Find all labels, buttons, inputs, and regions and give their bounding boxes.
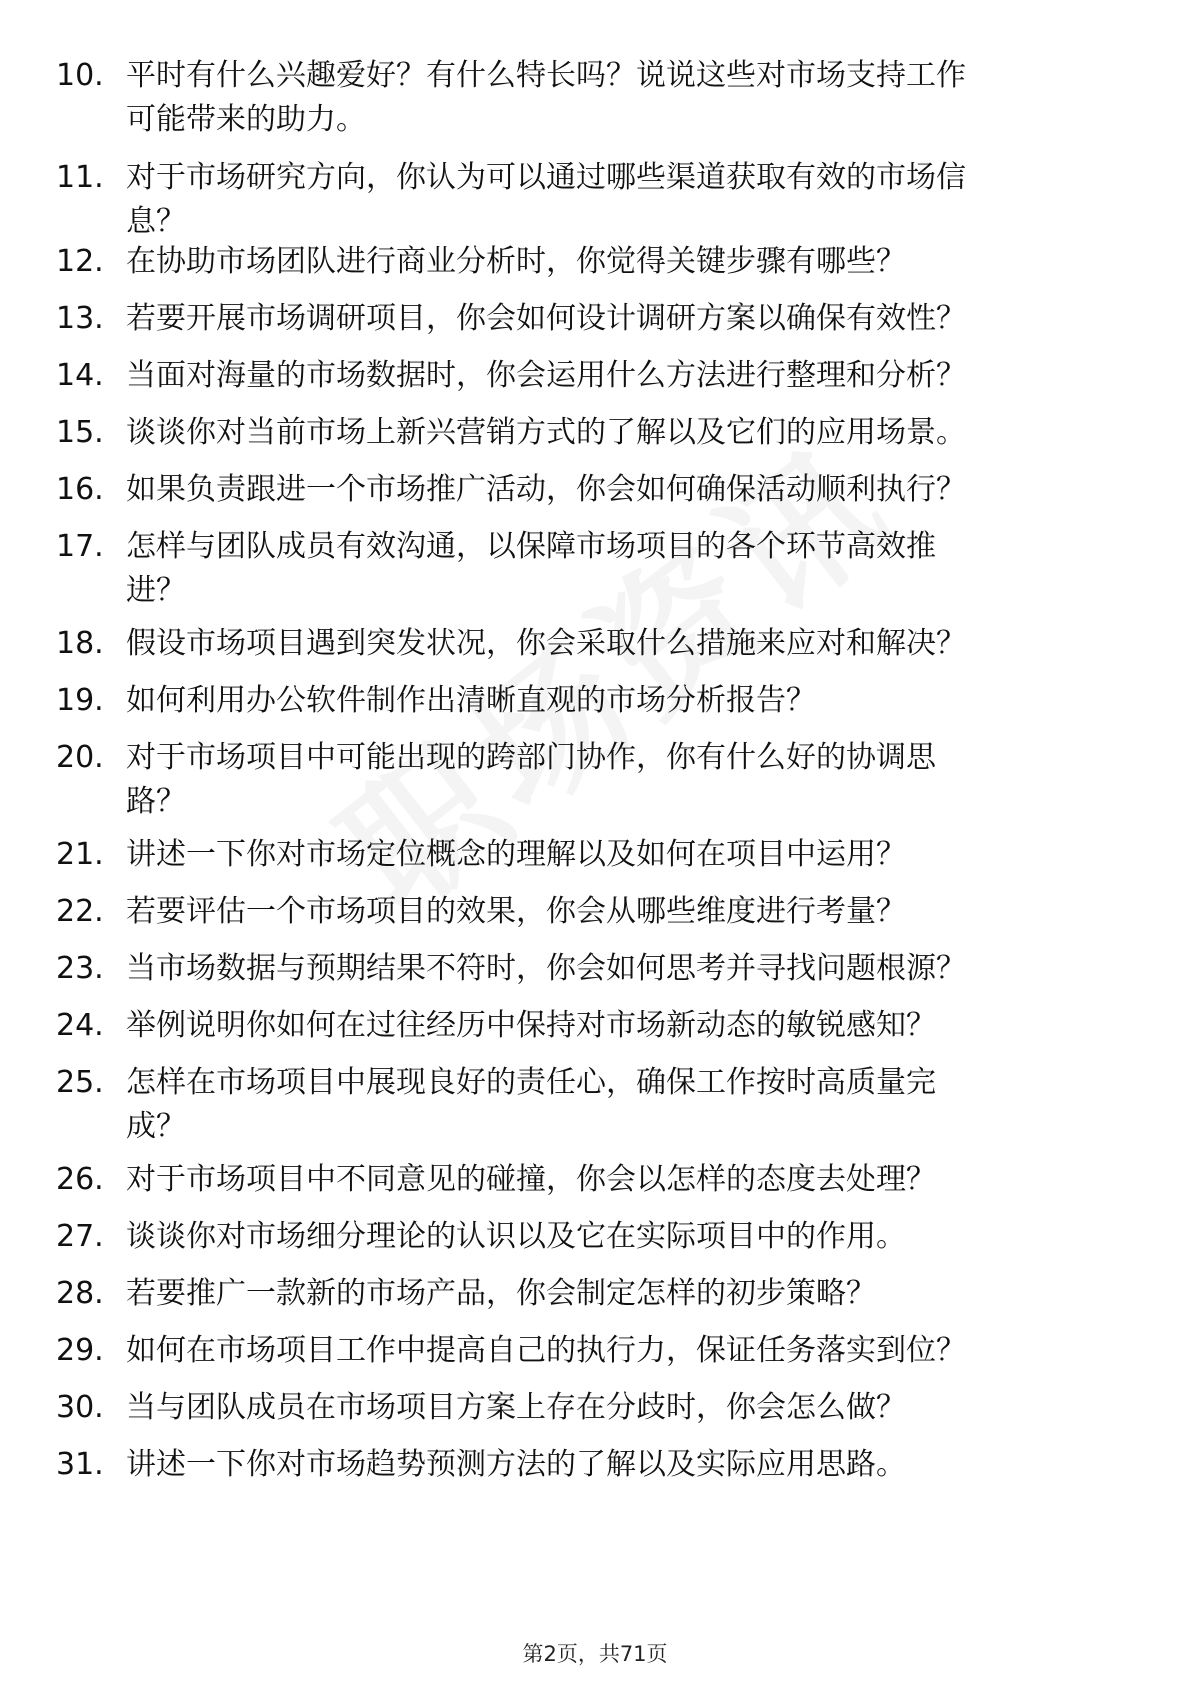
- question-text: [126, 468, 1126, 512]
- question-number: 17.: [56, 529, 104, 564]
- question-text: [126, 1215, 1126, 1259]
- question-number: 27.: [56, 1219, 104, 1254]
- question-line: 当面对海量的市场数据时，你会运用什么方法进行整理和分析？: [126, 358, 966, 393]
- question-number: 30.: [56, 1390, 104, 1425]
- question-number: 29.: [56, 1333, 104, 1368]
- question-line: 讲述一下你对市场定位概念的理解以及如何在项目中运用？: [126, 837, 906, 872]
- question-number: 28.: [56, 1276, 104, 1311]
- question-line: 如果负责跟进一个市场推广活动，你会如何确保活动顺利执行？: [126, 472, 966, 507]
- question-text: [126, 1272, 1126, 1316]
- question-line: 若要开展市场调研项目，你会如何设计调研方案以确保有效性？: [126, 301, 966, 336]
- question-number: 20.: [56, 740, 104, 775]
- question-line: 怎样在市场项目中展现良好的责任心，确保工作按时高质量完: [126, 1065, 936, 1100]
- question-text: [126, 240, 1126, 284]
- question-text: [126, 1061, 1126, 1149]
- question-text: [126, 890, 1126, 934]
- question-text: [126, 54, 1126, 142]
- question-number: 14.: [56, 358, 104, 393]
- question-line: 对于市场研究方向，你认为可以通过哪些渠道获取有效的市场信: [126, 160, 966, 195]
- question-line: 怎样与团队成员有效沟通，以保障市场项目的各个环节高效推: [126, 529, 936, 564]
- question-line: 在协助市场团队进行商业分析时，你觉得关键步骤有哪些？: [126, 244, 906, 279]
- question-text: [126, 411, 1126, 455]
- question-number: 22.: [56, 894, 104, 929]
- question-line: 当市场数据与预期结果不符时，你会如何思考并寻找问题根源？: [126, 951, 966, 986]
- question-number: 24.: [56, 1008, 104, 1043]
- question-number: 16.: [56, 472, 104, 507]
- question-text: [126, 679, 1126, 723]
- question-text: [126, 156, 1126, 244]
- question-number: 12.: [56, 244, 104, 279]
- question-line: 若要评估一个市场项目的效果，你会从哪些维度进行考量？: [126, 894, 906, 929]
- question-text: [126, 833, 1126, 877]
- question-number: 23.: [56, 951, 104, 986]
- question-line: 息？: [126, 204, 186, 239]
- question-number: 19.: [56, 683, 104, 718]
- question-number: 18.: [56, 626, 104, 661]
- question-line: 可能带来的助力。: [126, 102, 366, 137]
- question-line: 谈谈你对市场细分理论的认识以及它在实际项目中的作用。: [126, 1219, 906, 1254]
- page-footer: 第2页，共71页: [522, 1642, 668, 1666]
- question-number: 11.: [56, 160, 104, 195]
- question-number: 31.: [56, 1447, 104, 1482]
- question-number: 15.: [56, 415, 104, 450]
- question-text: [126, 525, 1126, 613]
- question-text: [126, 622, 1126, 666]
- question-line: 路？: [126, 784, 186, 819]
- question-line: 成？: [126, 1109, 186, 1144]
- question-line: 对于市场项目中可能出现的跨部门协作，你有什么好的协调思: [126, 740, 936, 775]
- question-line: 假设市场项目遇到突发状况，你会采取什么措施来应对和解决？: [126, 626, 966, 661]
- question-text: [126, 1329, 1126, 1373]
- question-text: [126, 297, 1126, 341]
- question-text: [126, 1004, 1126, 1048]
- question-number: 10.: [56, 58, 104, 93]
- question-line: 如何在市场项目工作中提高自己的执行力，保证任务落实到位？: [126, 1333, 966, 1368]
- question-text: [126, 736, 1126, 824]
- question-line: 讲述一下你对市场趋势预测方法的了解以及实际应用思路。: [126, 1447, 906, 1482]
- question-number: 25.: [56, 1065, 104, 1100]
- question-number: 21.: [56, 837, 104, 872]
- question-line: 当与团队成员在市场项目方案上存在分歧时，你会怎么做？: [126, 1390, 906, 1425]
- question-number: 26.: [56, 1162, 104, 1197]
- question-line: 若要推广一款新的市场产品，你会制定怎样的初步策略？: [126, 1276, 876, 1311]
- question-line: 谈谈你对当前市场上新兴营销方式的了解以及它们的应用场景。: [126, 415, 966, 450]
- question-line: 对于市场项目中不同意见的碰撞，你会以怎样的态度去处理？: [126, 1162, 936, 1197]
- question-line: 举例说明你如何在过往经历中保持对市场新动态的敏锐感知？: [126, 1008, 936, 1043]
- question-line: 进？: [126, 573, 186, 608]
- question-number: 13.: [56, 301, 104, 336]
- question-line: 平时有什么兴趣爱好？有什么特长吗？说说这些对市场支持工作: [126, 58, 966, 93]
- question-text: [126, 947, 1126, 991]
- question-text: [126, 1443, 1126, 1487]
- question-text: [126, 1158, 1126, 1202]
- question-line: 如何利用办公软件制作出清晰直观的市场分析报告？: [126, 683, 816, 718]
- question-text: [126, 1386, 1126, 1430]
- question-text: [126, 354, 1126, 398]
